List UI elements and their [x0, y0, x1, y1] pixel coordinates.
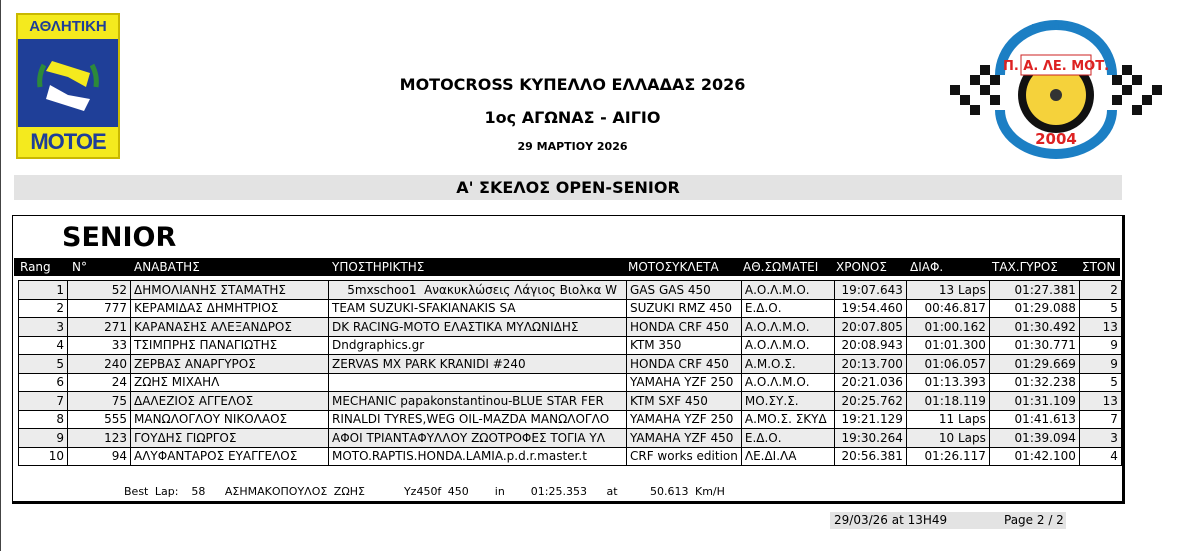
cell-sponsor: MECHANIC papakonstantinou-BLUE STAR FER — [329, 392, 627, 411]
cell-number: 94 — [68, 447, 131, 466]
cell-rang: 7 — [19, 392, 68, 411]
cell-sponsor: TEAM SUZUKI-SFAKIANAKIS SA — [329, 299, 627, 318]
col-best-lap: ΤΑΧ.ΓΥΡΟΣ — [992, 260, 1058, 274]
cell-rang: 8 — [19, 410, 68, 429]
cell-rang: 1 — [19, 281, 68, 300]
page-number: Page 2 / 2 — [1004, 513, 1064, 527]
cell-club: Α.Μ.Ο.Σ. — [741, 355, 834, 374]
cell-laps: 3 — [1079, 429, 1121, 448]
cell-number: 123 — [68, 429, 131, 448]
cell-best-lap: 01:30.492 — [989, 318, 1079, 337]
col-diff: ΔΙΑΦ. — [910, 260, 944, 274]
cell-diff: 00:46.817 — [906, 299, 989, 318]
col-lap: ΣΤΟΝ — [1082, 260, 1116, 274]
cell-club: ΛΕ.ΔΙ.ΛΑ — [741, 447, 834, 466]
category-title: SENIOR — [62, 222, 177, 253]
cell-bike: HONDA CRF 450 — [627, 318, 742, 337]
col-club: ΑΘ.ΣΩΜΑΤΕΙ — [743, 260, 819, 274]
col-time: ΧΡΟΝΟΣ — [836, 260, 887, 274]
col-rider: ΑΝΑΒΑΤΗΣ — [134, 260, 200, 274]
cell-time: 20:13.700 — [834, 355, 906, 374]
race-date: 29 ΜΑΡΤΙΟΥ 2026 — [517, 140, 628, 153]
cell-sponsor: MOTO.RAPTIS.HONDA.LAMIA.p.d.r.master.t — [329, 447, 627, 466]
cell-rang: 9 — [19, 429, 68, 448]
table-row — [19, 429, 1122, 448]
table-row — [19, 336, 1122, 355]
cell-number: 777 — [68, 299, 131, 318]
cell-time: 19:07.643 — [834, 281, 906, 300]
cell-rider: ΓΟΥΔΗΣ ΓΙΩΡΓΟΣ — [131, 429, 329, 448]
cell-laps: 7 — [1079, 410, 1121, 429]
race-title: 1ος ΑΓΩΝΑΣ - ΑΙΓΙΟ — [484, 108, 661, 127]
cell-time: 20:08.943 — [834, 336, 906, 355]
cell-rider: ΚΕΡΑΜΙΔΑΣ ΔΗΜΗΤΡΙΟΣ — [131, 299, 329, 318]
results-table — [18, 280, 1122, 466]
cell-rider: ΖΕΡΒΑΣ ΑΝΑΡΓΥΡΟΣ — [131, 355, 329, 374]
cell-time: 19:21.129 — [834, 410, 906, 429]
cell-club: Α.Ο.Λ.Μ.Ο. — [741, 336, 834, 355]
cell-sponsor: ZERVAS MX PARK KRANIDI #240 — [329, 355, 627, 374]
cell-number: 33 — [68, 336, 131, 355]
cell-club: Α.Ο.Λ.Μ.Ο. — [741, 281, 834, 300]
cell-diff: 01:06.057 — [906, 355, 989, 374]
cell-club: Ε.Δ.Ο. — [741, 299, 834, 318]
cell-club: Α.ΜΟ.Σ. ΣΚΥΔ — [741, 410, 834, 429]
cell-club: Α.Ο.Λ.Μ.Ο. — [741, 318, 834, 337]
cell-club: Ε.Δ.Ο. — [741, 429, 834, 448]
cell-number: 24 — [68, 373, 131, 392]
event-title: MOTOCROSS ΚΥΠΕΛΛΟ ΕΛΛΑΔΑΣ 2026 — [399, 75, 746, 94]
cell-best-lap: 01:31.109 — [989, 392, 1079, 411]
table-header — [14, 258, 1120, 276]
cell-rider: ΔΑΛΕΖΙΟΣ ΑΓΓΕΛΟΣ — [131, 392, 329, 411]
table-row — [19, 281, 1122, 300]
cell-number: 240 — [68, 355, 131, 374]
cell-bike: KTM 350 — [627, 336, 742, 355]
cell-bike: CRF works edition — [627, 447, 742, 466]
logo-top-text: ΑΘΛΗΤΙΚΗ — [18, 15, 118, 39]
cell-sponsor: RINALDI TYRES,WEG OIL-MAZDA ΜΑΝΩΛΟΓΛΟ — [329, 410, 627, 429]
cell-rider: ΤΣΙΜΠΡΗΣ ΠΑΝΑΓΙΩΤΗΣ — [131, 336, 329, 355]
col-rang: Rang — [20, 260, 51, 274]
logo-year-text: 2004 — [1035, 130, 1077, 148]
cell-number: 75 — [68, 392, 131, 411]
cell-rider: ΚΑΡΑΝΑΣΗΣ ΑΛΕΞΑΝΔΡΟΣ — [131, 318, 329, 337]
cell-rider: ΖΩΗΣ ΜΙΧΑΗΛ — [131, 373, 329, 392]
cell-club: Α.Ο.Λ.Μ.Ο. — [741, 373, 834, 392]
cell-bike: KTM SXF 450 — [627, 392, 742, 411]
heat-title: Α' ΣΚΕΛΟΣ OPEN-SENIOR — [14, 175, 1122, 200]
cell-sponsor: 5mxschoo1 Ανακυκλώσεις Λάγιος Βιολκα W — [329, 281, 627, 300]
table-row — [19, 355, 1122, 374]
footer — [830, 512, 1066, 529]
cell-sponsor: ΑΦΟΙ ΤΡΙΑΝΤΑΦΥΛΛΟΥ ΖΩΟΤΡΟΦΕΣ ΤΟΓΙΑ ΥΛ — [329, 429, 627, 448]
cell-diff: 01:26.117 — [906, 447, 989, 466]
cell-time: 19:54.460 — [834, 299, 906, 318]
cell-rang: 3 — [19, 318, 68, 337]
cell-bike: GAS GAS 450 — [627, 281, 742, 300]
cell-bike: YAMAHA YZF 250 — [627, 410, 742, 429]
cell-diff: 01:01.300 — [906, 336, 989, 355]
cell-time: 20:56.381 — [834, 447, 906, 466]
cell-diff: 11 Laps — [906, 410, 989, 429]
cell-laps: 4 — [1079, 447, 1121, 466]
col-bike: ΜΟΤΟΣΥΚΛΕΤΑ — [628, 260, 719, 274]
cell-best-lap: 01:30.771 — [989, 336, 1079, 355]
cell-laps: 2 — [1079, 281, 1121, 300]
cell-bike: YAMAHA YZF 250 — [627, 373, 742, 392]
cell-best-lap: 01:32.238 — [989, 373, 1079, 392]
logo-bottom-text: ΜΟΤΟΕ — [18, 127, 118, 157]
table-row — [19, 447, 1122, 466]
cell-laps: 5 — [1079, 299, 1121, 318]
cell-bike: SUZUKI RMZ 450 — [627, 299, 742, 318]
table-row — [19, 318, 1122, 337]
cell-best-lap: 01:39.094 — [989, 429, 1079, 448]
cell-club: ΜΟ.ΣΥ.Σ. — [741, 392, 834, 411]
cell-laps: 13 — [1079, 318, 1121, 337]
cell-sponsor: Dndgraphics.gr — [329, 336, 627, 355]
cell-time: 20:07.805 — [834, 318, 906, 337]
cell-rider: ΜΑΝΩΛΟΓΛΟΥ ΝΙΚΟΛΑΟΣ — [131, 410, 329, 429]
table-row — [19, 373, 1122, 392]
table-row — [19, 392, 1122, 411]
cell-laps: 9 — [1079, 355, 1121, 374]
table-row — [19, 299, 1122, 318]
logo-mid-text: Π. Α. ΛΕ. ΜΟΤ. — [1002, 59, 1110, 74]
cell-rang: 2 — [19, 299, 68, 318]
cell-rang: 4 — [19, 336, 68, 355]
cell-time: 20:25.762 — [834, 392, 906, 411]
cell-number: 555 — [68, 410, 131, 429]
cell-diff: 01:00.162 — [906, 318, 989, 337]
best-lap-info: Best Lap: 58 ΑΣΗΜΑΚΟΠΟΥΛΟΣ ΖΩΗΣ Yz450f 450 in 01:25.353 at 50.613 Km/H — [124, 485, 725, 498]
cell-sponsor — [329, 373, 627, 392]
cell-rang: 5 — [19, 355, 68, 374]
cell-number: 271 — [68, 318, 131, 337]
cell-rang: 6 — [19, 373, 68, 392]
cell-best-lap: 01:27.381 — [989, 281, 1079, 300]
cell-laps: 9 — [1079, 336, 1121, 355]
cell-diff: 13 Laps — [906, 281, 989, 300]
cell-sponsor: DK RACING-MOTO ΕΛΑΣΤΙΚΑ ΜΥΛΩΝΙΔΗΣ — [329, 318, 627, 337]
col-sponsor: ΥΠΟΣΤΗΡΙΚΤΗΣ — [332, 260, 425, 274]
cell-best-lap: 01:42.100 — [989, 447, 1079, 466]
cell-bike: HONDA CRF 450 — [627, 355, 742, 374]
cell-bike: YAMAHA YZF 450 — [627, 429, 742, 448]
cell-number: 52 — [68, 281, 131, 300]
col-number: N° — [72, 260, 87, 274]
table-row — [19, 410, 1122, 429]
cell-best-lap: 01:41.613 — [989, 410, 1079, 429]
cell-laps: 13 — [1079, 392, 1121, 411]
cell-laps: 5 — [1079, 373, 1121, 392]
cell-time: 19:30.264 — [834, 429, 906, 448]
cell-best-lap: 01:29.669 — [989, 355, 1079, 374]
cell-rider: ΔΗΜΟΛΙΑΝΗΣ ΣΤΑΜΑΤΗΣ — [131, 281, 329, 300]
cell-best-lap: 01:29.088 — [989, 299, 1079, 318]
logo-top-text: ΠΑΝΑΙΓΙΑΛΕΙΑ — [1031, 23, 1081, 31]
cell-rang: 10 — [19, 447, 68, 466]
cell-diff: 01:13.393 — [906, 373, 989, 392]
print-timestamp: 29/03/26 at 13H49 — [834, 513, 948, 527]
cell-diff: 01:18.119 — [906, 392, 989, 411]
cell-diff: 10 Laps — [906, 429, 989, 448]
cell-time: 20:21.036 — [834, 373, 906, 392]
cell-rider: ΑΛΥΦΑΝΤΑΡΟΣ ΕΥΑΓΓΕΛΟΣ — [131, 447, 329, 466]
